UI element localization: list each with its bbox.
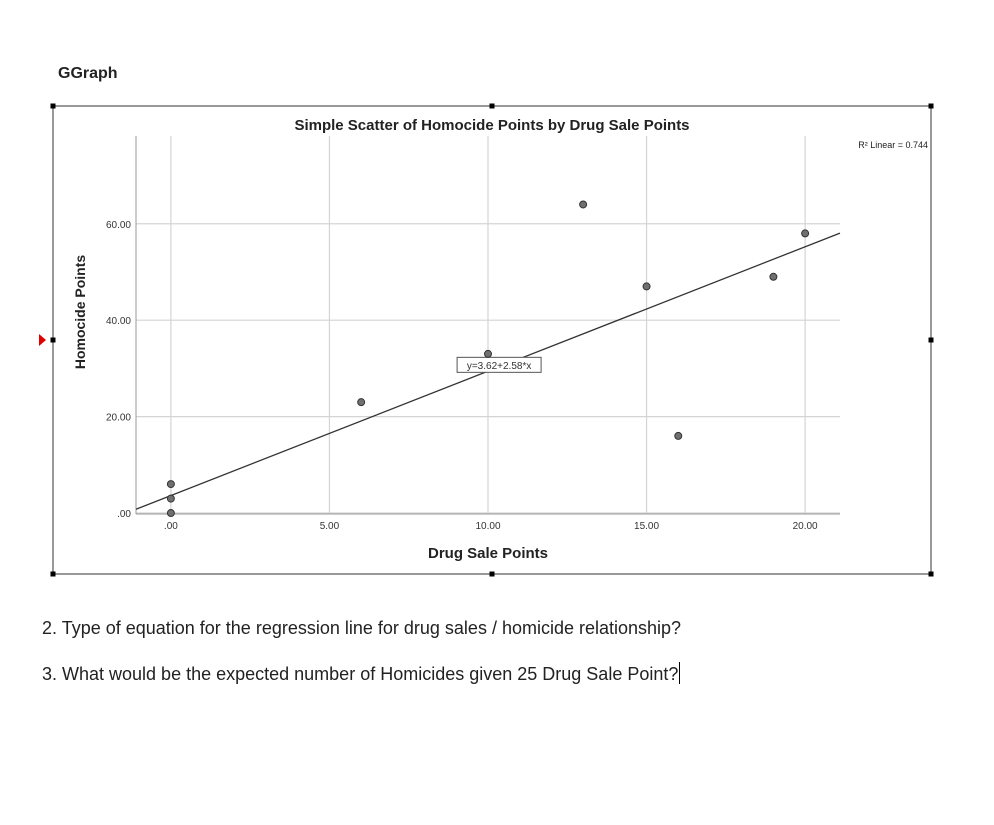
- data-point: [580, 201, 587, 208]
- data-point: [167, 510, 174, 517]
- x-tick-label: .00: [163, 521, 178, 532]
- selection-arrow-icon: [39, 334, 46, 346]
- handle-ml: [51, 338, 56, 343]
- equation-label-box: [457, 357, 541, 372]
- equation-label: y=3.62+2.58*x: [466, 360, 532, 372]
- x-tick-label: 15.00: [634, 521, 660, 532]
- y-axis-label: Homocide Points: [72, 254, 88, 370]
- x-tick-label: 5.00: [319, 521, 340, 532]
- handle-bl: [51, 572, 56, 577]
- data-point: [675, 432, 682, 439]
- y-tick-label: .00: [117, 509, 131, 521]
- frame-handles[interactable]: [51, 104, 934, 577]
- handle-tr: [929, 104, 934, 109]
- handle-br: [929, 572, 934, 577]
- data-point: [485, 350, 492, 357]
- handle-tm: [490, 104, 495, 109]
- y-tick-label: 60.00: [105, 219, 131, 231]
- y-tick-label: 40.00: [105, 316, 131, 328]
- question-3-text: 3. What would be the expected number of Homicides given 25 Drug Sale Point?: [42, 664, 679, 684]
- data-point: [167, 481, 174, 488]
- handle-mr: [929, 338, 934, 343]
- x-axis-label: Drug Sale Points: [427, 545, 549, 562]
- question-3[interactable]: [42, 662, 680, 685]
- chart-title: Simple Scatter of Homocide Points by Drug Sale Points: [294, 117, 690, 134]
- r2-label: R² Linear = 0.744: [858, 140, 928, 150]
- grid-lines: [136, 136, 840, 514]
- output-heading: GGraph: [58, 65, 118, 82]
- question-2: 2. Type of equation for the regression line for drug sales / homicide relationship?: [42, 618, 682, 638]
- chart-frame[interactable]: [53, 106, 931, 574]
- handle-bm: [490, 572, 495, 577]
- x-tick-label: 10.00: [475, 521, 501, 532]
- text-cursor: [679, 662, 680, 684]
- y-tick-label: 20.00: [105, 412, 131, 424]
- data-point: [643, 283, 650, 290]
- x-tick-label: 20.00: [792, 521, 818, 532]
- data-point: [802, 230, 809, 237]
- data-point: [770, 273, 777, 280]
- tick-labels: [106, 220, 818, 532]
- handle-tl: [51, 104, 56, 109]
- data-point: [167, 495, 174, 502]
- data-point: [358, 399, 365, 406]
